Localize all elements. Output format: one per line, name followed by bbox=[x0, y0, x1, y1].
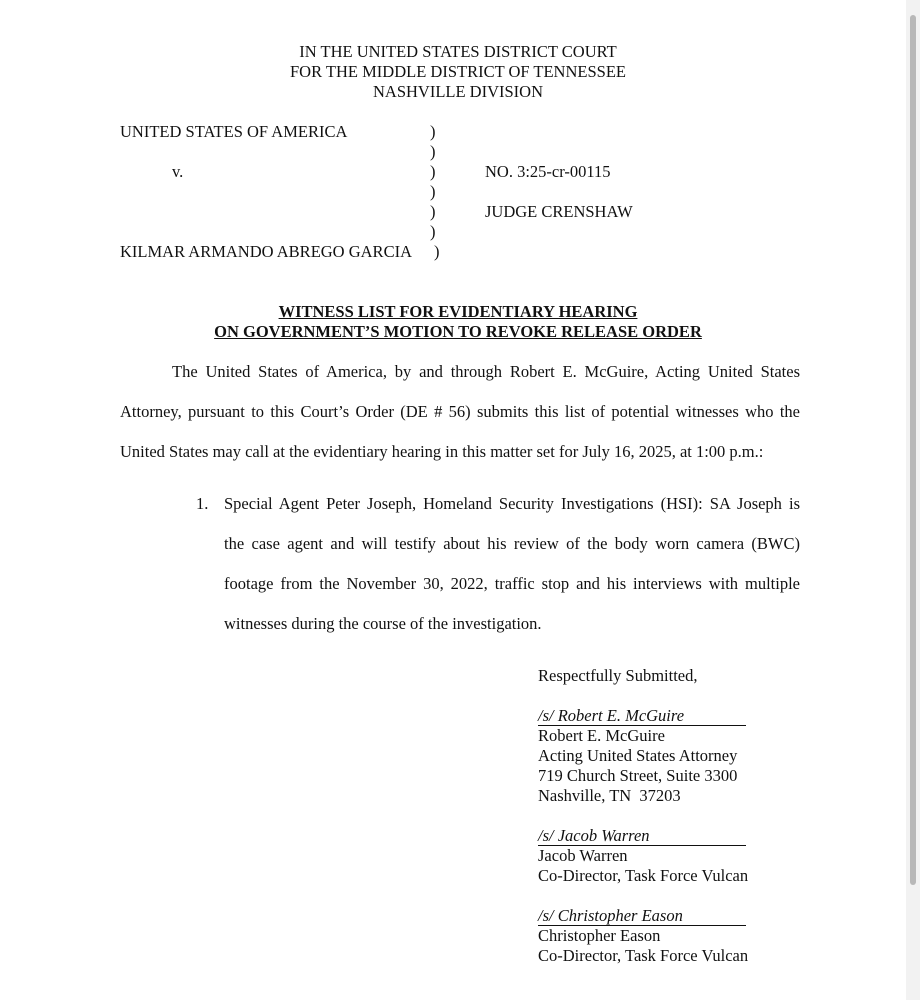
versus-label: v. bbox=[172, 162, 184, 181]
signature: /s/ Christopher Eason bbox=[538, 906, 683, 925]
signature-line bbox=[538, 706, 746, 726]
witness-text-line: the case agent and will testify about his review of the body worn camera (BWC) bbox=[224, 534, 800, 553]
body-text-line: The United States of America, by and through Robert E. McGuire, Acting United States bbox=[172, 362, 800, 381]
witness-text-line: witnesses during the course of the investigation. bbox=[224, 614, 542, 633]
signature: /s/ Robert E. McGuire bbox=[538, 706, 685, 725]
signer-address: Nashville, TN 37203 bbox=[538, 786, 681, 805]
judge-name: JUDGE CRENSHAW bbox=[485, 202, 633, 221]
signer-name: Robert E. McGuire bbox=[538, 726, 665, 745]
signer-title: Co-Director, Task Force Vulcan bbox=[538, 866, 749, 885]
signer-address: 719 Church Street, Suite 3300 bbox=[538, 766, 738, 785]
plaintiff-name: UNITED STATES OF AMERICA bbox=[120, 122, 348, 141]
witness-text-line: footage from the November 30, 2022, traffic stop and his interviews with multiple bbox=[224, 574, 800, 593]
signer-name: Jacob Warren bbox=[538, 846, 628, 865]
caption-paren: ) bbox=[430, 222, 436, 241]
closing: Respectfully Submitted, bbox=[538, 666, 698, 685]
defendant-name: KILMAR ARMANDO ABREGO GARCIA bbox=[120, 242, 412, 261]
court-district: FOR THE MIDDLE DISTRICT OF TENNESSEE bbox=[290, 62, 626, 81]
vertical-scrollbar[interactable] bbox=[906, 0, 920, 1000]
document-title-line2: ON GOVERNMENT’S MOTION TO REVOKE RELEASE ORDER bbox=[214, 322, 702, 341]
signer-title: Co-Director, Task Force Vulcan bbox=[538, 946, 749, 965]
witness-text-line: Special Agent Peter Joseph, Homeland Security Investigations (HSI): SA Joseph is bbox=[224, 494, 800, 513]
case-number: NO. 3:25-cr-00115 bbox=[485, 162, 611, 181]
signer-name: Christopher Eason bbox=[538, 926, 661, 945]
court-division: NASHVILLE DIVISION bbox=[372, 82, 544, 101]
caption-paren: ) bbox=[430, 182, 436, 201]
caption-paren: ) bbox=[430, 142, 436, 161]
signature: /s/ Jacob Warren bbox=[538, 826, 650, 845]
court-name: IN THE UNITED STATES DISTRICT COURT bbox=[299, 42, 617, 61]
signer-title: Acting United States Attorney bbox=[538, 746, 738, 765]
caption-paren: ) bbox=[430, 162, 436, 181]
signature-line bbox=[538, 906, 746, 926]
body-text-line: Attorney, pursuant to this Court’s Order (DE # 56) submits this list of potential witnesses who the bbox=[120, 402, 800, 421]
signature-line bbox=[538, 826, 746, 846]
scrollbar-thumb[interactable] bbox=[910, 15, 916, 885]
caption-paren: ) bbox=[434, 242, 440, 261]
body-text-line: United States may call at the evidentiary hearing in this matter set for July 16, 2025, at 1:00 p.m.: bbox=[120, 442, 764, 461]
witness-number: 1. bbox=[196, 494, 209, 513]
caption-paren: ) bbox=[430, 202, 436, 221]
caption-paren: ) bbox=[430, 122, 436, 141]
document-title-line1: WITNESS LIST FOR EVIDENTIARY HEARING bbox=[278, 302, 638, 321]
